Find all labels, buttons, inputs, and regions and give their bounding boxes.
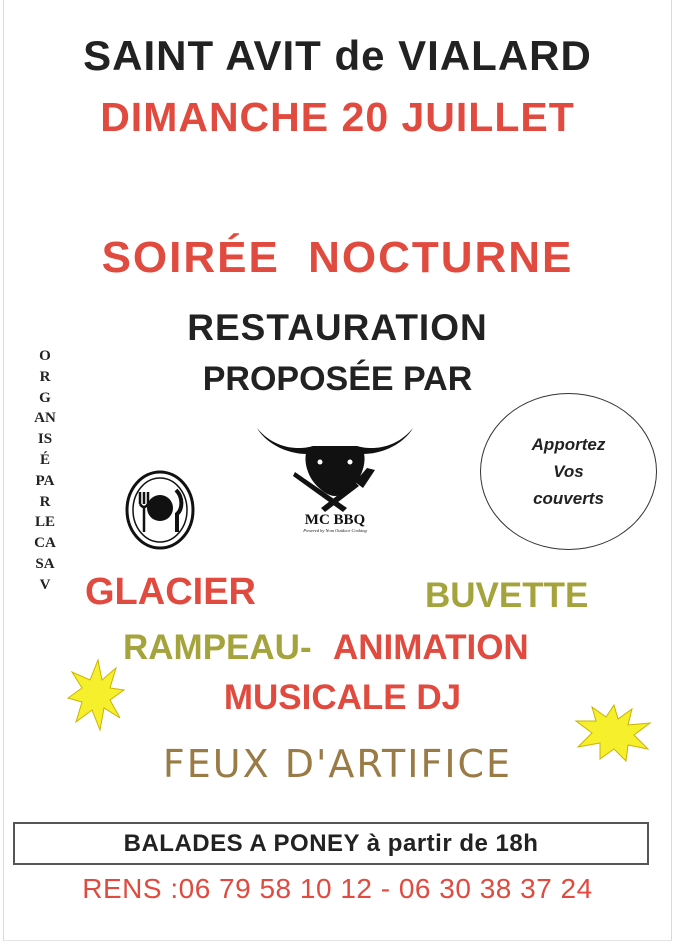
plate-fork-knife-icon <box>124 470 196 550</box>
bubble-line-3: couverts <box>533 489 604 508</box>
organizer-vertical-text: ORGANISÉ PAR LE CASAV <box>34 348 56 593</box>
starburst-icon <box>66 658 126 734</box>
event-date: DIMANCHE 20 JUILLET <box>100 94 575 140</box>
pony-ride-banner <box>13 822 649 865</box>
bring-cutlery-bubble <box>480 393 657 550</box>
glacier-label: GLACIER <box>85 571 256 613</box>
starburst-icon <box>574 703 652 763</box>
logo-tagline-text: Powered by Nom Outdoor Cooking <box>303 528 367 533</box>
mc-bbq-logo <box>255 420 415 535</box>
contact-phone-numbers: RENS :06 79 58 10 12 - 06 30 38 37 24 <box>82 873 593 904</box>
animation-label: ANIMATION <box>333 628 529 667</box>
bubble-line-2: Vos <box>553 462 584 481</box>
rampeau-label: RAMPEAU- <box>123 628 312 667</box>
event-title: SOIRÉE NOCTURNE <box>101 233 574 282</box>
offered-by-heading: PROPOSÉE PAR <box>202 360 473 398</box>
place-title: SAINT AVIT de VIALARD <box>83 32 592 79</box>
musicale-dj-label: MUSICALE DJ <box>223 678 462 717</box>
fireworks-label: FEUX D'ARTIFICE <box>162 742 513 786</box>
pony-ride-text: BALADES A PONEY à partir de 18h <box>123 829 539 857</box>
bull-icon <box>257 428 413 496</box>
catering-heading: RESTAURATION <box>187 307 488 348</box>
buvette-label: BUVETTE <box>425 576 589 615</box>
logo-brand-text: MC BBQ <box>304 512 366 528</box>
bubble-line-1: Apportez <box>531 435 606 454</box>
